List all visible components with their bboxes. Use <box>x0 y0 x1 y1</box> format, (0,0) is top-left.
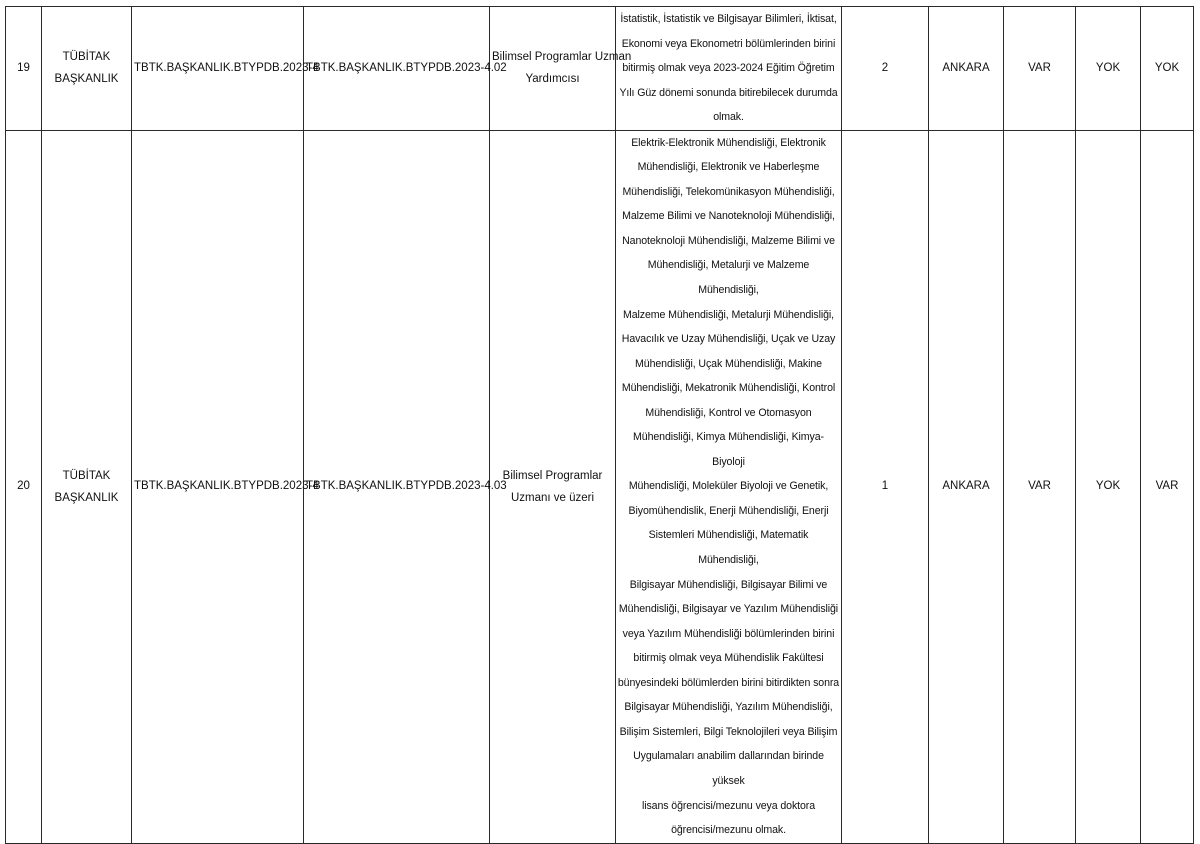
institution-cell <box>42 130 132 843</box>
requirement-line: Mühendisliği, Kontrol ve Otomasyon <box>645 406 812 419</box>
row-number-cell: 19 <box>6 7 42 131</box>
requirement-line: Sistemleri Mühendisliği, Matematik Mühendisliği, <box>648 529 809 567</box>
requirement-line: Biyomühendislik, Enerji Mühendisliği, Enerji <box>628 504 829 517</box>
location-cell: ANKARA <box>929 130 1004 843</box>
position-title-line: Yardımcısı <box>525 73 580 86</box>
requirement-line: öğrencisi/mezunu olmak. <box>671 824 786 837</box>
position-title-line: Bilimsel Programlar Uzman <box>492 51 632 64</box>
requirement-line: Mühendisliği, Metalurji ve Malzeme Mühendisliği, <box>647 259 810 297</box>
status-cell-c: VAR <box>1141 130 1194 843</box>
requirement-line: Uygulamaları anabilim dallarından birinde yüksek <box>633 750 824 787</box>
ilan-code-cell: TBTK.BAŞKANLIK.BTYPDB.2023-4 <box>132 7 304 131</box>
requirement-line: Bilişim Sistemleri, Bilgi Teknolojileri veya Bilişim <box>619 725 838 738</box>
requirement-line: Havacılık ve Uzay Mühendisliği, Uçak ve Uzay <box>621 333 836 346</box>
requirement-line: Mühendisliği, Moleküler Biyoloji ve Genetik, <box>628 480 829 493</box>
requirement-line: veya Yazılım Mühendisliği bölümlerinden birini <box>622 627 835 640</box>
requirement-line: olmak. <box>713 111 744 124</box>
requirement-line: Mühendisliği, Uçak Mühendisliği, Makine <box>635 357 822 370</box>
requirement-line: Malzeme Bilimi ve Nanoteknoloji Mühendisliği, <box>622 210 835 223</box>
requirement-line: bünyesindeki bölümlerden birini bitirdikten sonra <box>617 676 840 689</box>
requirement-line: Elektrik-Elektronik Mühendisliği, Elektronik <box>631 136 826 149</box>
ilan-code-cell: TBTK.BAŞKANLIK.BTYPDB.2023-4 <box>132 130 304 843</box>
requirement-line: Mühendisliği, Bilgisayar ve Yazılım Mühendisliği <box>618 603 839 616</box>
position-title-line: Uzmanı ve üzeri <box>510 491 595 504</box>
count-cell: 1 <box>842 130 929 843</box>
table-row <box>6 130 1194 843</box>
status-cell-b: YOK <box>1076 130 1141 843</box>
requirement-line: İstatistik, İstatistik ve Bilgisayar Bilimleri, İktisat, <box>620 13 837 25</box>
status-cell-a: VAR <box>1004 130 1076 843</box>
institution-line: BAŞKANLIK <box>54 73 119 86</box>
requirement-line: Yılı Güz dönemi sonunda bitirebilecek durumda <box>619 86 838 99</box>
requirements-cell <box>616 7 842 131</box>
position-title-cell <box>490 7 632 131</box>
row-number-cell: 20 <box>6 130 42 843</box>
institution-cell <box>42 7 132 131</box>
position-code-cell: TBTK.BAŞKANLIK.BTYPDB.2023-4.02 <box>304 7 490 131</box>
requirement-line: Ekonomi veya Ekonometri bölümlerinden birini <box>621 37 836 50</box>
requirement-line: Nanoteknoloji Mühendisliği, Malzeme Bilimi ve <box>622 234 835 247</box>
requirement-line: bitirmiş olmak veya Mühendislik Fakültesi <box>633 652 824 665</box>
requirement-line: Mühendisliği, Mekatronik Mühendisliği, Kontrol <box>621 382 836 395</box>
location-cell: ANKARA <box>929 7 1004 131</box>
count-cell: 2 <box>842 7 929 131</box>
requirements-cell <box>616 130 842 843</box>
position-title-cell <box>490 130 616 843</box>
status-cell-c: YOK <box>1141 7 1194 131</box>
requirement-line: lisans öğrencisi/mezunu veya doktora <box>641 799 816 812</box>
status-cell-b: YOK <box>1076 7 1141 131</box>
requirement-line: Mühendisliği, Kimya Mühendisliği, Kimya-Biyoloji <box>633 431 824 468</box>
requirement-line: Malzeme Mühendisliği, Metalurji Mühendisliği, <box>623 308 834 321</box>
institution-line: BAŞKANLIK <box>54 491 119 504</box>
status-cell-a: VAR <box>1004 7 1076 131</box>
position-code-cell: TBTK.BAŞKANLIK.BTYPDB.2023-4.03 <box>304 130 490 843</box>
position-title-line: Bilimsel Programlar <box>502 469 603 482</box>
requirement-line: Mühendisliği, Elektronik ve Haberleşme <box>637 161 820 174</box>
institution-line: TÜBİTAK <box>62 51 111 64</box>
table-row <box>6 7 1194 131</box>
requirement-line: bitirmiş olmak veya 2023-2024 Eğitim Öğretim <box>622 62 835 75</box>
requirement-line: Mühendisliği, Telekomünikasyon Mühendisliği, <box>622 185 835 198</box>
requirement-line: Bilgisayar Mühendisliği, Bilgisayar Bilimi ve <box>629 578 828 591</box>
requirement-line: Bilgisayar Mühendisliği, Yazılım Mühendisliği, <box>624 701 833 714</box>
institution-line: TÜBİTAK <box>62 469 111 482</box>
job-postings-table <box>5 6 1194 844</box>
